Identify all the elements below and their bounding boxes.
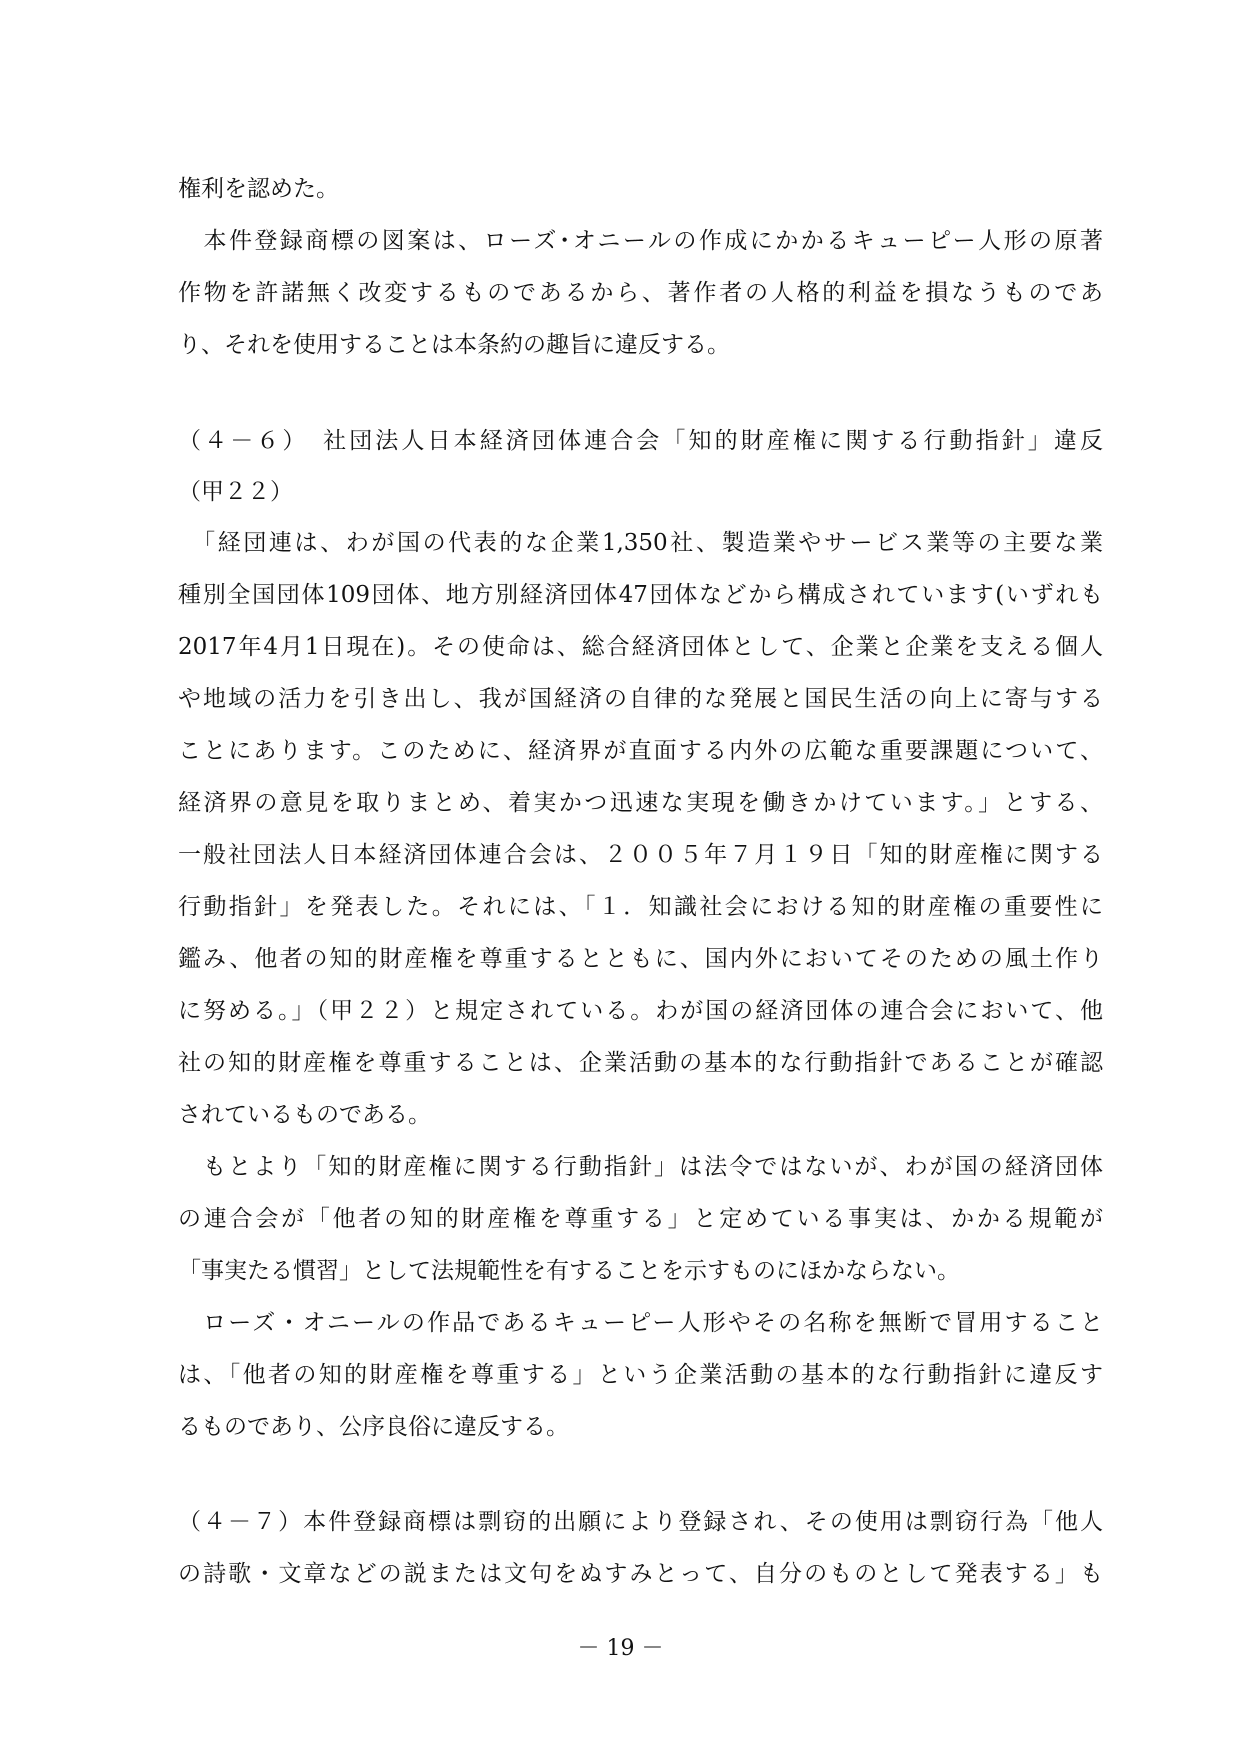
text-line: の連合会が「他者の知的財産権を尊重する」と定めている事実は、かかる規範が [178, 1206, 1103, 1232]
text-line: 本件登録商標の図案は、ローズ･オニールの作成にかかるキューピー人形の原著 [178, 228, 1103, 254]
text-line: 種別全国団体109団体、地方別経済団体47団体などから構成されています(いずれも [178, 582, 1103, 608]
text-line: ローズ・オニールの作品であるキューピー人形やその名称を無断で冒用すること [178, 1310, 1103, 1336]
text-line: や地域の活力を引き出し、我が国経済の自律的な発展と国民生活の向上に寄与する [178, 686, 1103, 712]
text-line: 2017年4月1日現在)。その使命は、総合経済団体として、企業と企業を支える個人 [178, 634, 1103, 660]
text-line: 「経団連は、わが国の代表的な企業1,350社、製造業やサービス業等の主要な業 [178, 530, 1103, 556]
text-line: り、それを使用することは本条約の趣旨に違反する。 [178, 332, 730, 358]
text-line: 「事実たる慣習」として法規範性を有することを示すものにほかならない。 [178, 1258, 960, 1284]
text-line: ことにあります。このために、経済界が直面する内外の広範な重要課題について、 [178, 738, 1103, 764]
text-line: 行動指針」を発表した。それには、「１．知識社会における知的財産権の重要性に [178, 894, 1103, 920]
text-line: 権利を認めた。 [178, 176, 339, 202]
text-line: 経済界の意見を取りまとめ、着実かつ迅速な実現を働きかけています。」とする、 [178, 790, 1103, 816]
text-line: されているものである。 [178, 1102, 431, 1128]
text-line: 作物を許諾無く改変するものであるから、著作者の人格的利益を損なうものであ [178, 280, 1103, 306]
text-line: に努める。」（甲２２）と規定されている。わが国の経済団体の連合会において、他 [178, 998, 1103, 1024]
text-line: るものであり、公序良俗に違反する。 [178, 1414, 569, 1440]
section-heading: （４－６） 社団法人日本経済団体連合会「知的財産権に関する行動指針」違反 [178, 428, 1103, 454]
text-line: 一般社団法人日本経済団体連合会は、２００５年７月１９日「知的財産権に関する [178, 842, 1103, 868]
text-line: の詩歌・文章などの説または文句をぬすみとって、自分のものとして発表する」も [178, 1561, 1103, 1587]
text-line: 社の知的財産権を尊重することは、企業活動の基本的な行動指針であることが確認 [178, 1050, 1103, 1076]
text-line: 鑑み、他者の知的財産権を尊重するとともに、国内外においてそのための風土作り [178, 946, 1103, 972]
text-line: もとより「知的財産権に関する行動指針」は法令ではないが、わが国の経済団体 [178, 1154, 1103, 1180]
section-heading: （４－７）本件登録商標は剽窃的出願により登録され、その使用は剽窃行為「他人 [178, 1509, 1103, 1535]
text-line: は、「他者の知的財産権を尊重する」という企業活動の基本的な行動指針に違反す [178, 1362, 1103, 1388]
page-number: － 19 － [577, 1636, 664, 1661]
text-line: （甲２２） [178, 479, 293, 505]
